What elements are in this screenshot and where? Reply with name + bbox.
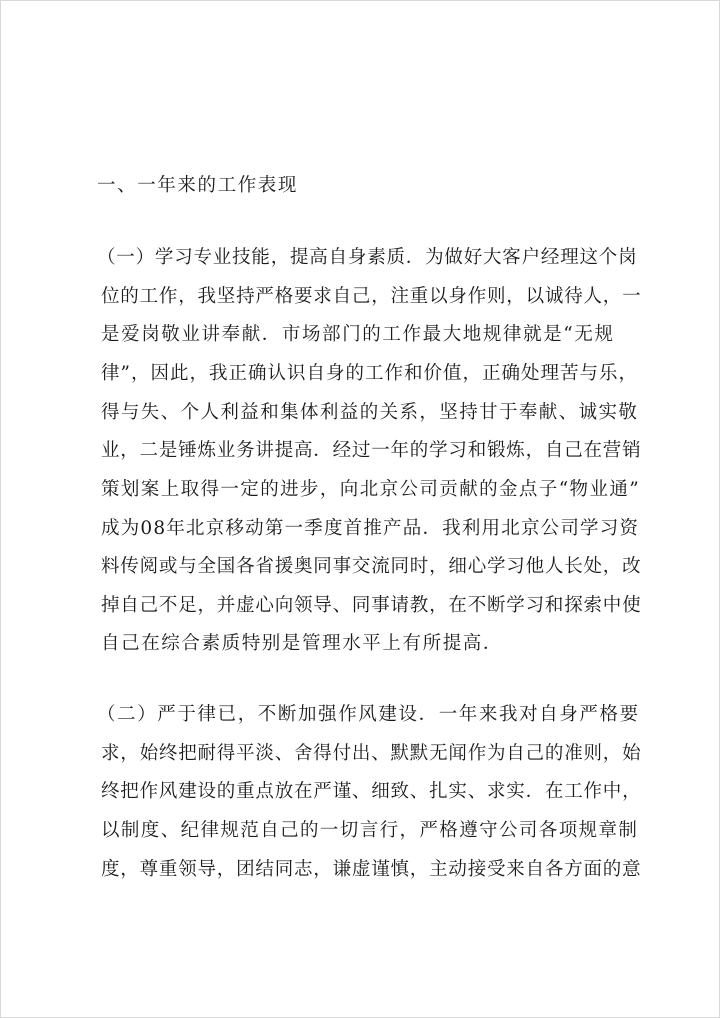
paragraph-line: 律”，因此，我正确认识自身的工作和价值，正确处理苦与乐， [101,363,638,384]
paragraph-line: 自己在综合素质特别是管理水平上有所提高． [101,633,504,654]
paragraph-line: 以制度、纪律规范自己的一切言行，严格遵守公司各项规章制 [101,820,639,841]
paragraph-line: 成为08年北京移动第一季度首推产品．我利用北京公司学习资 [101,518,640,539]
paragraph-line: 度，尊重领导，团结同志，谦虚谨慎，主动接受来自各方面的意 [101,859,642,880]
paragraph-line: 得与失、个人利益和集体利益的关系，坚持甘于奉献、诚实敬 [101,402,639,423]
paragraph-line: 位的工作，我坚持严格要求自己，注重以身作则，以诚待人，一 [101,286,642,307]
paragraph-line: 终把作风建设的重点放在严谨、细致、扎实、求实．在工作中， [101,781,642,802]
paragraph-line: 掉自己不足，并虚心向领导、同事请教，在不断学习和探索中使 [101,595,642,616]
paragraph-line: （一）学习专业技能，提高自身素质．为做好大客户经理这个岗 [97,247,638,268]
paragraph-line: 策划案上取得一定的进步，向北京公司贡献的金点子“物业通” [101,479,641,500]
paragraph-line: 业，二是锤炼业务讲提高．经过一年的学习和锻炼，自己在营销 [101,440,642,461]
paragraph-line: 是爱岗敬业讲奉献．市场部门的工作最大地规律就是“无规 [101,324,615,345]
paragraph-line: 料传阅或与全国各省援奥同事交流同时，细心学习他人长处，改 [101,556,642,577]
paragraph-line: 求，始终把耐得平淡、舍得付出、默默无闻作为自己的准则，始 [101,743,642,764]
section-heading: 一、一年来的工作表现 [97,175,299,196]
paragraph-line: （二）严于律已，不断加强作风建设．一年来我对自身严格要 [97,704,640,725]
